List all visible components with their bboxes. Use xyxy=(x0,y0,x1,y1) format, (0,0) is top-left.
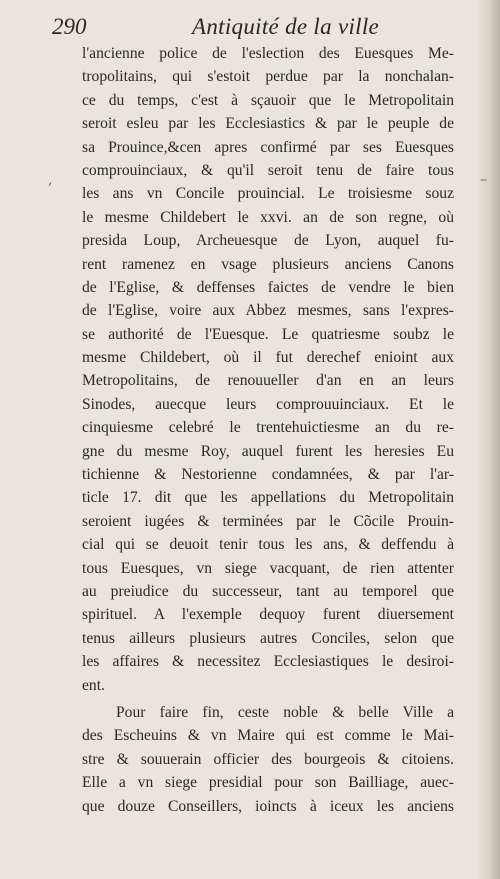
text-line: mesme Childebert, où il fut derechef enioint aux xyxy=(82,349,454,367)
text-line: tichienne & Nestorienne condamnées, & par l'ar- xyxy=(82,466,454,484)
text-line: l'ancienne police de l'eslection des Euesques Me- xyxy=(82,45,454,62)
margin-mark-left: , xyxy=(48,172,53,188)
text-line: des Escheuins & vn Maire qui est comme le Mai- xyxy=(82,727,454,745)
text-line: de l'Eglise, voire aux Abbez mesmes, sans l'expres- xyxy=(82,302,454,320)
margin-mark-right: – xyxy=(480,172,487,188)
text-line: stre & souuerain officier des bourgeois & citoiens. xyxy=(82,750,454,768)
text-line: les ans vn Concile prouincial. Le troisiesme souz xyxy=(82,185,454,203)
page-header xyxy=(52,14,460,42)
text-line: tenus ailleurs plusieurs autres Conciles, selon que xyxy=(82,629,454,647)
text-line: le mesme Childebert le xxvi. an de son regne, où xyxy=(82,208,454,226)
running-title: Antiquité de la ville xyxy=(192,14,380,39)
text-line: sa Prouince,&cen apres confirmé par ses Euesques xyxy=(82,138,454,156)
text-line: Sinodes, auecque leurs comprouuinciaux. Et le xyxy=(82,395,454,413)
text-line: que douze Conseillers, ioincts à iceux les anciens xyxy=(82,797,454,815)
text-line: ent. xyxy=(82,676,105,694)
text-line: seroit esleu par les Ecclesiastics & par le peuple de xyxy=(82,115,454,133)
body-text xyxy=(82,42,454,818)
text-line: au preiudice du successeur, tant au temporel que xyxy=(82,582,454,600)
page-edge-shadow xyxy=(476,0,500,879)
text-line: spirituel. A l'exemple dequoy furent diuersement xyxy=(82,606,454,624)
paragraph-first-line: Pour faire fin, ceste noble & belle Ville a xyxy=(116,703,454,721)
text-line: tous Euesques, vn siege vacquant, de rien attenter xyxy=(82,559,454,577)
text-line: les affaires & necessitez Ecclesiastiques le desiroi- xyxy=(82,653,454,671)
text-line: cinquiesme celebré le trentehuictiesme an du re- xyxy=(82,419,454,437)
text-line: tropolitains, qui s'estoit perdue par la nonchalan- xyxy=(82,68,454,86)
text-line: rent ramenez en vsage plusieurs anciens Canons xyxy=(82,255,454,273)
text-line: gne du mesme Roy, auquel furent les heresies Eu xyxy=(82,442,454,460)
text-line: ce du temps, c'est à sçauoir que le Metropolitain xyxy=(82,91,454,109)
text-line: presida Loup, Archeuesque de Lyon, auquel fu- xyxy=(82,232,454,250)
text-line: seroient iugées & terminées par le Cõcile Prouin- xyxy=(82,512,454,530)
text-line: Metropolitains, de renouueller d'an en an leurs xyxy=(82,372,454,390)
page-number: 290 xyxy=(52,14,87,39)
text-line: comprouinciaux, & qu'il seroit tenu de faire tous xyxy=(82,161,454,179)
text-line: Elle a vn siege presidial pour son Bailliage, auec- xyxy=(82,774,454,792)
text-line: cial qui se deuoit tenir tous les ans, & deffendu à xyxy=(82,536,454,554)
text-line: se authorité de l'Euesque. Le quatriesme soubz le xyxy=(82,325,454,343)
text-line: de l'Eglise, & deffenses faictes de vendre le bien xyxy=(82,278,454,296)
text-line: ticle 17. dit que les appellations du Metropolitain xyxy=(82,489,454,507)
